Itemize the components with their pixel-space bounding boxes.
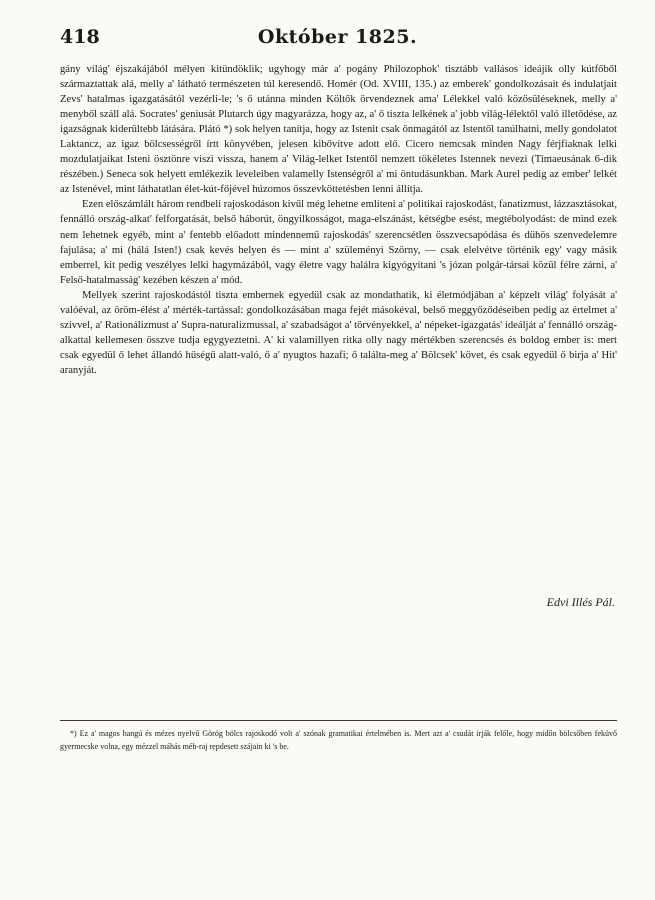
footnote-divider bbox=[60, 720, 617, 721]
footnote-text: *) Ez a' magos hangú és mézes nyelvű Görög bölcs rajoskodó volt a' szónak gramatikai értelmében is. Mert azt a' csudát írják felőle, hogy midőn bölcsőben feküvő gyermecske volna, egy mézzel máhás méh-raj repdesett szájain ki 's be. bbox=[60, 729, 617, 751]
page-header bbox=[60, 26, 615, 56]
paragraph-2: Ezen előszámlált három rendbeli rajoskodáson kivűl még lehetne említeni a' politikai rajoskodást, fanatizmust, lázzasztásokat, fennálló ország-alkat' felforgatását, belső háborút, öngyilkosságot, maga-elszánást, kétségbe esést, megtébolyodást: de mind ezek nem lehetnek egyéb, mint a' fentebb előadott mindennemű rajoskodás' szerencsétlen összvecsapódása és dühös szenvedelemre fajulása; a' mi (hálá Isten!) csak kevés helyen és — mint a' szüleményi Szörny, — csak elelvétve történik egy' vagy másik emberrel, kit pedig veszélyes lelki hagymázából, vagy életre vagy halálra kigyógyítani 's józan polgár-társai közül félre zárni, a' Felső-hatalmasság' kezében készen a' mód. bbox=[60, 199, 617, 286]
page-number: 418 bbox=[60, 26, 100, 48]
paragraph-3: Mellyek szerint rajoskodástól tiszta embernek egyedül csak az mondathatik, ki életmódjában a' képzelt világ' folyását a' valóéval, az öröm-élést a' mérték-tartással: gondolkozásában maga fejét másokéval, belső meggyőződéseiben pedig az értelmet a' szívvel, a' Rationálizmust a' Supra-naturalizmussal, a' szabadságot a' törvényekkel, a' népeket-igazgatás' ideálját a' fennálló ország-alkattal kellemesen összve tudja egygyeztetni. A' ki valamillyen ritka olly nagy mértékben szerencsés és boldog ember is: mert csak egyedül ő lehet állandó hűségű alatt-való, ő a' nyugtos hazafi; ő találta-meg a' Bölcsek' követ, és csak egyedül ő birja a' Hit' aranyját. bbox=[60, 289, 617, 376]
footnote bbox=[60, 727, 617, 753]
running-head: Október 1825. bbox=[257, 26, 418, 48]
author-signature: Edvi Illés Pál. bbox=[546, 595, 615, 609]
paragraph-1: gány világ' éjszakájából mélyen kitündöklik; ugyhogy már a' pogány Philozophok' tisztább vallásos ideájik olly kútfőből származtattak alá, melly a' látható természeten túl keresendő. Homér (Od. XVIII, 135.) az emberek' gondolkozásait és indulatjait Zevs' hatalmas igazgatásától vezérli-le; 's ő utánna minden Költők örvendeznek ama' Lélekkel való közösüléseknek, melly a' menyből száll alá. Socrates' geniusát Plutarch úgy magyarázza, hogy az, a' ő tiszta lelkének a' jobb világ-lélektől való illetődése, az igazságnak kiderültebb látására. Plátó *) sok helyen tanítja, hogy az Istenit csak önmagától az Istentől tanúlhatni, melly gondolatot Laktancz, az igaz bölcsességről írtt könyvében, jelesen kibővítve adott elő. Cicero nemcsak minden Nagy férjfiaknak lelki mozdulatjaikat Isteni ösztönre viszi vissza, hanem a' Világ-lelket Istentől nemzett tökéletes Istennek nevezi (Timaeusának 6-dik részében.) Seneca sok helyett emlékezik leveleiben valamelly Istenségről a' mi öntudásunkban. Mark Aurel pedig az ember' lelkét az Istenével, mint láthatatlan élet-kút-főjével húzomos összevköttetésben lenni állítja. bbox=[60, 64, 617, 196]
body-text bbox=[60, 62, 617, 378]
